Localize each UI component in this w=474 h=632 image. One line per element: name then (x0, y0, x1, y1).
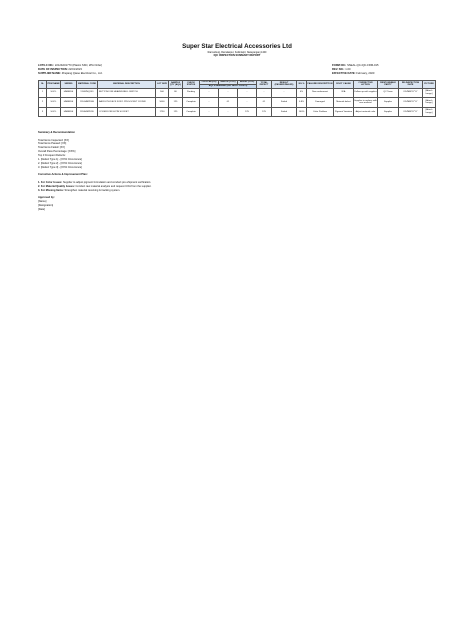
col-header: PICTURE (423, 81, 436, 89)
action-item: 2. For Material Quality Issues: Conduct raw material analysis and request COA from the supplier. (38, 184, 152, 188)
col-header: ROOT CAUSE (334, 81, 354, 89)
table-cell: - (238, 98, 257, 108)
approved-heading: Approved by: (38, 196, 55, 200)
table-cell: BUTTON FOR HEAVEN BELL SWITCH (98, 88, 156, 98)
table-cell: - (238, 88, 257, 98)
col-header: SL (39, 81, 47, 89)
action-item: 1. For Color Issues: Supplier to adjust pigment formulation and conduct pre-shipment verification. (38, 180, 152, 184)
meta-supplier: SUPPLIER NAME: Zhejiang Qiaoe Electrical Co., Ltd. (38, 72, 103, 76)
company-name: Super Star Electrical Accessories Ltd (182, 43, 292, 50)
table-cell: - (219, 88, 238, 98)
col-header: CHECK STATUS (183, 81, 200, 89)
meta-date: DATE OF INSPECTION: 22/01/2023 (38, 68, 82, 72)
table-cell: - (200, 98, 219, 108)
table-cell: DD/MM/YYYY (399, 88, 423, 98)
table-cell: 500 (156, 88, 169, 98)
approved-date: [Date] (38, 207, 45, 211)
summary-stat: Total Items Passed: [XX] (38, 142, 67, 146)
summary-heading: Summary & Recommendation (38, 131, 75, 134)
col-header: TOTAL DEFECT (257, 81, 272, 89)
table-cell: 80 (169, 88, 183, 98)
table-cell: [Attach Image] (423, 88, 436, 98)
table-cell: 1116HMPD6B (77, 98, 98, 108)
meta-left (38, 64, 103, 76)
table-row (39, 98, 436, 108)
aql-standard-header: AQL STANDARD (ISO 2859-1 Level II) (200, 84, 257, 88)
table-cell: QC Team (378, 88, 399, 98)
table-cell: 1116XNQ1S1 (77, 88, 98, 98)
meta-form-no: FORM NO.: SSEAL-QC-IQC-FRM-015 (332, 64, 379, 67)
table-cell: Material defect (334, 98, 354, 108)
table-cell: - (257, 88, 272, 98)
report-title: IQC INSPECTION SUMMARY REPORT (213, 54, 261, 58)
col-header: SERIES (61, 81, 77, 89)
report-header (0, 43, 474, 58)
table-cell: - (200, 88, 219, 98)
table-cell: 5000 (156, 98, 169, 108)
table-cell: 0.8% (297, 98, 307, 108)
summary-stat: Total Items Inspected: [XX] (38, 138, 69, 142)
table-cell: 125 (169, 98, 183, 108)
inspection-table (38, 80, 436, 117)
summary-stat: Total Items Failed: [XX] (38, 146, 65, 150)
table-cell: 01 (219, 98, 238, 108)
col-header: MATERIAL CODE (77, 81, 98, 89)
table-cell: [Attach Image] (423, 98, 436, 108)
summary-section (38, 131, 418, 212)
col-header: RESPONSIBLE PARTY (378, 81, 399, 89)
col-header: CRITICAL(0%) (200, 81, 219, 85)
meta-effective-date: EFFECTIVE DATE: February, 2020 (332, 72, 375, 76)
table-cell: 2 (39, 98, 47, 108)
table-cell: Follow up with supplier (354, 88, 378, 98)
table-cell: SOCL (47, 98, 61, 108)
action-item: 3. For Missing Items: Strengthen material receiving & tracking system. (38, 188, 121, 192)
table-cell: SOCL (47, 88, 61, 98)
table-cell: HMBNDE (61, 107, 77, 117)
table-cell: 1116HMPD5D (77, 107, 98, 117)
company-address: Ramsoburg, Ramdaspur, Kodinlarpl, Narayanganj 1400 (207, 51, 267, 54)
table-cell: BACKLITH DECK FOR 1 PIN SOCKET COVER (98, 98, 156, 108)
col-header: MATERIAL DESCRIPTION (98, 81, 156, 89)
table-cell: Supplier to replace with new material (354, 98, 378, 108)
col-header: CORRECTIVE ACTION (354, 81, 378, 89)
col-header: MAJOR (1.0%) (219, 81, 238, 85)
summary-stat: 2. [Defect Type 2] - [XX% Occurrence] (38, 161, 82, 165)
col-header: SAMPLE QTY (AQL) (169, 81, 182, 87)
table-cell: Complete (183, 98, 200, 108)
col-header: ITEM NAME (47, 81, 61, 89)
table-cell: - (272, 88, 297, 98)
table-cell: Pigment Variation (334, 107, 354, 117)
table-cell: HMBNDE (61, 88, 77, 98)
table-cell: [Attach Image] (423, 107, 436, 117)
table-cell: COVER FOR IH PIN SOCKET (98, 107, 156, 117)
table-cell: 100% (297, 107, 307, 117)
table-cell: 0% (297, 88, 307, 98)
summary-stat: 3. [Defect Type 3] - [XX% Occurrence] (38, 165, 82, 169)
summary-stat: 1. [Defect Type 1] - [XX% Occurrence] (38, 158, 82, 162)
table-row (39, 88, 436, 98)
table-cell: 3 (39, 107, 47, 117)
table-cell: 1750 (156, 107, 169, 117)
col-header: FAILURE DESCRIPTION (307, 81, 334, 89)
col-header: RE-INSPECTION DATE (399, 81, 423, 89)
col-header: NG % (297, 81, 307, 89)
table-cell: Supplier (378, 98, 399, 108)
table-cell: N/A (334, 88, 354, 98)
table-cell: Pending (183, 88, 200, 98)
meta-rev-no: REV. NO.: 1.00 (332, 68, 351, 72)
col-header: RESULT (PASSED/FAILED) (272, 81, 297, 89)
table-cell: 01 (257, 98, 272, 108)
approved-designation: [Designation] (38, 203, 54, 207)
actions-heading: Corrective Actions & Improvement Plan: (38, 173, 88, 177)
table-cell: Damaged (307, 98, 334, 108)
summary-stat: Overall Pass Percentage: [XX%] (38, 150, 76, 154)
table-cell: Supplier (378, 107, 399, 117)
table-cell: 125 (238, 107, 257, 117)
approved-name: [Name] (38, 200, 47, 204)
meta-lot: LOT/LC NO.: 2212FA01770 (Plastic SKD, 2PA Order) (38, 64, 103, 67)
table-cell: 125 (257, 107, 272, 117)
table-cell: HMBNDE (61, 98, 77, 108)
summary-stat: Top 3 Frequent Defects: (38, 154, 66, 158)
table-cell: Color Problem (307, 107, 334, 117)
table-cell: Failed (272, 98, 297, 108)
col-header: LOT SIZE (156, 81, 169, 89)
table-cell: DD/MM/YYYY (399, 98, 423, 108)
table-cell: Complete (183, 107, 200, 117)
table-cell: DD/MM/YYYY (399, 107, 423, 117)
meta-right (332, 64, 378, 76)
table-cell: Failed (272, 107, 297, 117)
table-row (39, 107, 436, 117)
table-cell: 125 (169, 107, 183, 117)
table-cell: Non-conformant (307, 88, 334, 98)
table-cell: - (219, 107, 238, 117)
col-header: MINOR (2.5%) (238, 81, 257, 85)
table-cell: Adjust material color (354, 107, 378, 117)
table-cell: - (200, 107, 219, 117)
table-cell: SOCL (47, 107, 61, 117)
table-cell: 1 (39, 88, 47, 98)
